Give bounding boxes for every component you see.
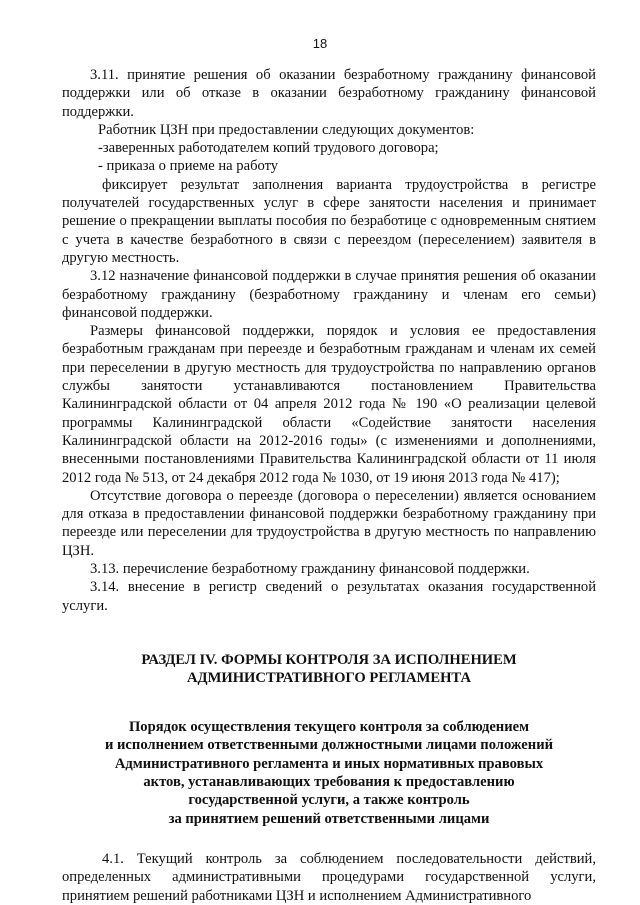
subheading-line: государственной услуги, а также контроль: [188, 792, 470, 809]
paragraph-3-12: 3.12 назначение финансовой поддержки в случае принятия решения об оказании безработному гражданину (безработному гражданину и членам его семьи) финансовой поддержки.: [62, 268, 596, 321]
paragraph-support-amounts: Размеры финансовой поддержки, порядок и условия ее предоставления безработным гражданам при переезде и безработным гражданам и членам их семей при переселении в другую местность для трудоустройства по направлению органов службы занятости устанавливаются постановлением Правительства Калининградской области от 04 апреля 2012 года № 190 «О реализации целевой программы Калининградской области «Содействие занятости населения Калининградской области на 2012-2016 годы» (с изменениями и дополнениями, внесенными постановлениями Правительства Калининградской области от 11 июля 2012 года № 513, от 24 декабря 2012 года № 1030, от 19 июня 2013 года № 417);: [62, 323, 596, 486]
paragraph-no-contract: Отсутствие договора о переезде (договора о переселении) является основанием для отказа в предоставлении финансовой поддержки безработному гражданину при переезде или переселении для трудоустройства в другую местность по направлению ЦЗН.: [62, 487, 596, 559]
subheading: [62, 718, 596, 828]
list-item-contract-copies: -заверенных работодателем копий трудового договора;: [98, 140, 439, 157]
section-heading-line: АДМИНИСТРАТИВНОГО РЕГЛАМЕНТА: [187, 670, 471, 687]
page-number: 18: [312, 36, 328, 51]
document-body: [62, 66, 596, 905]
paragraph-3-14: 3.14. внесение в регистр сведений о результатах оказания государственной услуги.: [62, 579, 596, 614]
paragraph-3-13: 3.13. перечисление безработному гражданину финансовой поддержки.: [90, 561, 530, 578]
section-heading-line: РАЗДЕЛ IV. ФОРМЫ КОНТРОЛЯ ЗА ИСПОЛНЕНИЕМ: [141, 651, 517, 668]
section-heading: [62, 651, 596, 688]
paragraph-3-11: 3.11. принятие решения об оказании безработному гражданину финансовой поддержки или об отказе в оказании безработному гражданину финансовой поддержки.: [62, 67, 596, 120]
list-item-hiring-order: - приказа о приеме на работу: [98, 158, 279, 175]
subheading-line: за принятием решений ответственными лицами: [168, 810, 490, 827]
paragraph-documents-intro: Работник ЦЗН при предоставлении следующих документов:: [98, 121, 475, 138]
subheading-line: и исполнением ответственными должностными лицами положений: [104, 737, 554, 754]
subheading-line: актов, устанавливающих требования к предоставлению: [143, 773, 515, 790]
subheading-line: Порядок осуществления текущего контроля за соблюдением: [128, 718, 530, 735]
paragraph-registry-fixation: фиксирует результат заполнения варианта трудоустройства в регистре получателей государственных услуг в сфере занятости населения и принимает решение о прекращении выплаты пособия по безработице с одновременным снятием с учета в качестве безработного в связи с переездом (переселением) заявителя в другую местность.: [62, 176, 596, 266]
paragraph-4-1: 4.1. Текущий контроль за соблюдением последовательности действий, определенных административными процедурами государственной услуги, принятием решений работниками ЦЗН и исполнением Административного: [62, 851, 596, 904]
subheading-line: Административного регламента и иных нормативных правовых: [114, 755, 544, 772]
